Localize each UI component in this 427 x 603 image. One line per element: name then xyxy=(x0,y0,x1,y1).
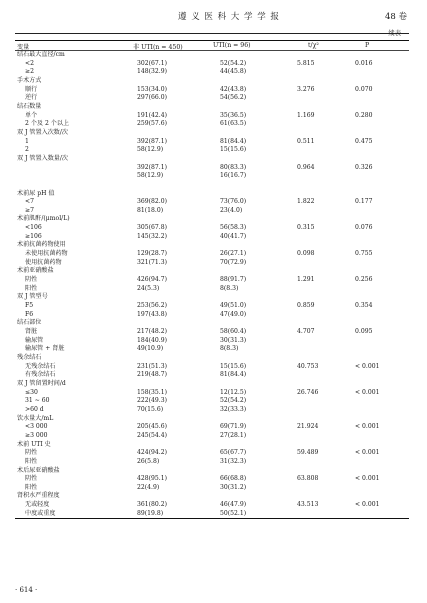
row-label-group: 术前亚硝酸盐 xyxy=(17,267,54,275)
cell-uti: 70(72.9) xyxy=(220,258,247,266)
cell-uti: 73(76.0) xyxy=(220,198,247,206)
cell-uti: 81(84.4) xyxy=(220,371,247,379)
cell-uti: 35(36.5) xyxy=(220,111,247,119)
table-body xyxy=(15,51,409,518)
row-label-sub: 阴性 xyxy=(25,475,38,483)
table-row xyxy=(15,492,409,501)
table-row xyxy=(15,302,409,311)
cell-non-uti: 231(51.3) xyxy=(137,362,167,370)
table-row xyxy=(15,484,409,493)
cell-uti: 15(15.6) xyxy=(220,146,247,154)
table-row xyxy=(15,337,409,346)
row-label-group: 术前肌酐/(μmol/L) xyxy=(17,215,70,223)
row-label-sub: ≥7 xyxy=(25,206,34,214)
cell-p: < 0.001 xyxy=(355,388,380,396)
table-row xyxy=(15,146,409,155)
cell-p: 0.016 xyxy=(355,59,373,67)
cell-uti: 32(33.3) xyxy=(220,405,247,413)
cell-uti: 52(54.2) xyxy=(220,397,247,405)
cell-p: 0.095 xyxy=(355,328,373,335)
table-row xyxy=(15,120,409,129)
cell-p: < 0.001 xyxy=(355,475,380,483)
cell-stat: 1.822 xyxy=(297,198,315,206)
table-row xyxy=(15,345,409,354)
cell-non-uti: 24(5.3) xyxy=(137,284,160,292)
table-row xyxy=(15,406,409,415)
cell-stat: 1.169 xyxy=(297,111,315,119)
cell-uti: 88(91.7) xyxy=(220,276,247,284)
col-header-variable: 变量 xyxy=(17,44,30,51)
table-row xyxy=(15,363,409,372)
col-header-non-uti: 非 UTI(n = 450) xyxy=(133,44,183,51)
cell-uti: 16(16.7) xyxy=(220,172,247,180)
cell-p: < 0.001 xyxy=(355,423,380,431)
running-header xyxy=(0,10,427,24)
row-label-sub: <2 xyxy=(25,59,34,67)
table-row xyxy=(15,293,409,302)
cell-p: < 0.001 xyxy=(355,449,380,457)
table-row xyxy=(15,112,409,121)
row-label-group: 饮水量大/mL xyxy=(17,414,54,422)
table-row xyxy=(15,172,409,181)
page-number: · 614 · xyxy=(15,586,38,594)
cell-non-uti: 129(28.7) xyxy=(137,250,167,258)
row-label-group: 双 J 管置入次数/次 xyxy=(17,128,69,136)
cell-p: 0.755 xyxy=(355,250,373,258)
cell-uti: 49(51.0) xyxy=(220,302,247,310)
row-label-sub: 无或轻度 xyxy=(25,501,50,509)
volume-label: 48 卷 xyxy=(384,12,407,22)
cell-non-uti: 49(10.9) xyxy=(137,345,164,353)
table-row xyxy=(15,276,409,285)
cell-stat: 3.276 xyxy=(297,85,315,93)
table-row xyxy=(15,77,409,86)
header-divider xyxy=(15,33,409,34)
table-row xyxy=(15,60,409,69)
row-label-sub: ≤30 xyxy=(25,388,38,396)
cell-uti: 8(8.3) xyxy=(220,345,239,353)
table-row xyxy=(15,233,409,242)
cell-stat: 63.808 xyxy=(297,475,319,483)
table-row xyxy=(15,224,409,233)
table-row xyxy=(15,164,409,173)
table-row xyxy=(15,51,409,60)
row-label-sub: 无残余结石 xyxy=(25,362,56,370)
cell-uti: 23(4.0) xyxy=(220,206,243,214)
table-row xyxy=(15,259,409,268)
row-label-sub: <3 000 xyxy=(25,423,48,431)
table-row xyxy=(15,311,409,320)
cell-stat: 26.746 xyxy=(297,388,319,396)
cell-stat: 43.513 xyxy=(297,501,319,509)
table-header xyxy=(15,41,409,50)
cell-stat: 21.924 xyxy=(297,423,319,431)
row-label-group: 结石部位 xyxy=(17,319,42,327)
row-label-group: 残余结石 xyxy=(17,353,42,361)
row-label-sub: 2 xyxy=(25,146,29,154)
col-header-uti: UTI(n = 96) xyxy=(213,42,251,49)
row-label-group: 双 J 管留置时间/d xyxy=(17,379,66,387)
row-label-group: 结石数量 xyxy=(17,102,42,110)
cell-uti: 58(60.4) xyxy=(220,328,247,335)
cell-non-uti: 245(54.4) xyxy=(137,431,167,439)
cell-non-uti: 205(45.6) xyxy=(137,423,167,431)
cell-uti: 30(31.3) xyxy=(220,336,247,344)
row-label-sub: 阳性 xyxy=(25,284,38,292)
cell-uti: 47(49.0) xyxy=(220,310,247,318)
table-row xyxy=(15,129,409,138)
cell-non-uti: 89(19.8) xyxy=(137,509,164,517)
cell-non-uti: 392(87.1) xyxy=(137,163,167,171)
cell-non-uti: 321(71.3) xyxy=(137,258,167,266)
table-row xyxy=(15,250,409,259)
cell-p: 0.326 xyxy=(355,163,373,171)
cell-uti: 54(56.2) xyxy=(220,94,247,102)
cell-non-uti: 428(95.1) xyxy=(137,475,167,483)
cell-p: < 0.001 xyxy=(355,501,380,509)
row-label-sub: >60 d xyxy=(25,405,44,413)
cell-stat: 0.964 xyxy=(297,163,315,171)
table-row xyxy=(15,501,409,510)
table-row xyxy=(15,458,409,467)
table-row xyxy=(15,285,409,294)
cell-p: 0.070 xyxy=(355,85,373,93)
row-label-sub: 单个 xyxy=(25,111,38,119)
cell-non-uti: 145(32.2) xyxy=(137,232,167,240)
row-label-group: 术后尿亚硝酸盐 xyxy=(17,466,60,474)
table-row xyxy=(15,328,409,337)
cell-non-uti: 426(94.7) xyxy=(137,276,167,284)
table-row xyxy=(15,138,409,147)
cell-non-uti: 253(56.2) xyxy=(137,302,167,310)
cell-p: < 0.001 xyxy=(355,362,380,370)
cell-p: 0.280 xyxy=(355,111,373,119)
row-label-sub: 未使用抗菌药物 xyxy=(25,250,68,258)
row-label-sub: 31 ~ 60 xyxy=(25,397,50,405)
cell-non-uti: 297(66.0) xyxy=(137,94,167,102)
cell-stat: 0.315 xyxy=(297,224,315,232)
row-label-sub: 肾脏 xyxy=(25,328,38,335)
row-label-sub: 顺行 xyxy=(25,85,38,93)
cell-p: 0.076 xyxy=(355,224,373,232)
table-row xyxy=(15,397,409,406)
row-label-sub: 阳性 xyxy=(25,457,38,465)
row-label-sub: ≥2 xyxy=(25,68,34,76)
cell-uti: 44(45.8) xyxy=(220,68,247,76)
cell-non-uti: 58(12.9) xyxy=(137,146,164,154)
row-label-sub: F5 xyxy=(25,302,34,310)
cell-uti: 30(31.2) xyxy=(220,483,247,491)
cell-p: 0.256 xyxy=(355,276,373,284)
cell-non-uti: 305(67.8) xyxy=(137,224,167,232)
data-table xyxy=(15,40,409,519)
cell-non-uti: 222(49.3) xyxy=(137,397,167,405)
row-label-sub: 2 个及 2 个以上 xyxy=(25,120,70,128)
cell-stat: 0.859 xyxy=(297,302,315,310)
row-label-sub: 中度或重度 xyxy=(25,509,56,517)
row-label-sub: 输尿管 xyxy=(25,336,44,344)
cell-uti: 66(68.8) xyxy=(220,475,247,483)
row-label-sub: ≥3 000 xyxy=(25,431,48,439)
cell-uti: 31(32.3) xyxy=(220,457,247,465)
cell-stat: 0.098 xyxy=(297,250,315,258)
cell-non-uti: 191(42.4) xyxy=(137,111,167,119)
table-row xyxy=(15,389,409,398)
cell-uti: 81(84.4) xyxy=(220,137,247,145)
row-label-sub: 阳性 xyxy=(25,483,38,491)
cell-uti: 50(52.1) xyxy=(220,509,247,517)
cell-uti: 46(47.9) xyxy=(220,501,247,509)
row-label-sub: ≥106 xyxy=(25,232,42,240)
row-label-sub: F6 xyxy=(25,310,34,318)
cell-uti: 61(63.5) xyxy=(220,120,247,128)
cell-uti: 40(41.7) xyxy=(220,232,247,240)
table-row xyxy=(15,103,409,112)
table-row xyxy=(15,467,409,476)
table-row xyxy=(15,68,409,77)
table-row xyxy=(15,241,409,250)
table-row xyxy=(15,319,409,328)
table-row xyxy=(15,207,409,216)
cell-stat: 59.489 xyxy=(297,449,319,457)
col-header-p: P xyxy=(365,42,370,49)
row-label-group: 结石最大直径/cm xyxy=(17,51,65,58)
table-bottom-rule xyxy=(15,518,409,519)
row-label-sub: 使用抗菌药物 xyxy=(25,258,62,266)
cell-uti: 69(71.9) xyxy=(220,423,247,431)
cell-non-uti: 153(34.0) xyxy=(137,85,167,93)
table-row xyxy=(15,432,409,441)
cell-non-uti: 70(15.6) xyxy=(137,405,164,413)
cell-uti: 80(83.3) xyxy=(220,163,247,171)
cell-non-uti: 219(48.7) xyxy=(137,371,167,379)
table-row xyxy=(15,510,409,519)
row-label-sub: 有残余结石 xyxy=(25,371,56,379)
cell-p: 0.354 xyxy=(355,302,373,310)
cell-non-uti: 26(5.8) xyxy=(137,457,160,465)
row-label-group: 双 J 管置入数量/次 xyxy=(17,154,69,162)
cell-uti: 12(12.5) xyxy=(220,388,247,396)
table-row xyxy=(15,181,409,190)
row-label-sub: 逆行 xyxy=(25,94,38,102)
cell-non-uti: 22(4.9) xyxy=(137,483,160,491)
cell-non-uti: 197(43.8) xyxy=(137,310,167,318)
row-label-sub: 1 xyxy=(25,137,29,145)
row-label-group: 术前尿 pH 值 xyxy=(17,189,55,197)
table-row xyxy=(15,94,409,103)
cell-uti: 42(43.8) xyxy=(220,85,247,93)
row-label-group: 肾积水严重程度 xyxy=(17,492,60,500)
table-row xyxy=(15,155,409,164)
cell-non-uti: 58(12.9) xyxy=(137,172,164,180)
cell-non-uti: 259(57.6) xyxy=(137,120,167,128)
table-row xyxy=(15,475,409,484)
cell-p: 0.177 xyxy=(355,198,373,206)
cell-non-uti: 184(40.9) xyxy=(137,336,167,344)
cell-uti: 56(58.3) xyxy=(220,224,247,232)
cell-uti: 27(28.1) xyxy=(220,431,247,439)
row-label-group: 手术方式 xyxy=(17,76,42,84)
cell-p: 0.475 xyxy=(355,137,373,145)
row-label-sub: 阴性 xyxy=(25,276,38,284)
row-label-sub: <106 xyxy=(25,224,42,232)
row-label-group: 双 J 管型号 xyxy=(17,293,48,301)
cell-uti: 8(8.3) xyxy=(220,284,239,292)
cell-non-uti: 81(18.0) xyxy=(137,206,164,214)
cell-stat: 40.753 xyxy=(297,362,319,370)
cell-non-uti: 148(32.9) xyxy=(137,68,167,76)
table-row xyxy=(15,380,409,389)
cell-non-uti: 302(67.1) xyxy=(137,59,167,67)
table-row xyxy=(15,86,409,95)
table-row xyxy=(15,354,409,363)
cell-non-uti: 361(80.2) xyxy=(137,501,167,509)
table-row xyxy=(15,449,409,458)
row-label-sub: 输尿管 + 肾脏 xyxy=(25,345,65,353)
cell-uti: 52(54.2) xyxy=(220,59,247,67)
row-label-sub: 阴性 xyxy=(25,449,38,457)
table-continued-label: 续表 xyxy=(388,30,401,37)
row-label-sub: <7 xyxy=(25,198,34,206)
cell-stat: 0.511 xyxy=(297,137,315,145)
cell-non-uti: 392(87.1) xyxy=(137,137,167,145)
cell-uti: 15(15.6) xyxy=(220,362,247,370)
cell-stat: 5.815 xyxy=(297,59,315,67)
table-row xyxy=(15,371,409,380)
cell-stat: 4.707 xyxy=(297,328,315,335)
row-label-group: 术前 UTI 史 xyxy=(17,440,51,448)
col-header-stat: t/χ² xyxy=(308,42,319,49)
table-row xyxy=(15,198,409,207)
cell-uti: 65(67.7) xyxy=(220,449,247,457)
table-row xyxy=(15,415,409,424)
table-row xyxy=(15,215,409,224)
table-row xyxy=(15,423,409,432)
table-row xyxy=(15,267,409,276)
table-row xyxy=(15,441,409,450)
cell-non-uti: 217(48.2) xyxy=(137,328,167,335)
cell-non-uti: 158(35.1) xyxy=(137,388,167,396)
cell-non-uti: 424(94.2) xyxy=(137,449,167,457)
table-row xyxy=(15,190,409,199)
journal-title: 遵 义 医 科 大 学 学 报 xyxy=(178,12,280,22)
row-label-group: 术前抗菌药物使用 xyxy=(17,241,66,249)
cell-non-uti: 369(82.0) xyxy=(137,198,167,206)
cell-uti: 26(27.1) xyxy=(220,250,247,258)
cell-stat: 1.291 xyxy=(297,276,315,284)
